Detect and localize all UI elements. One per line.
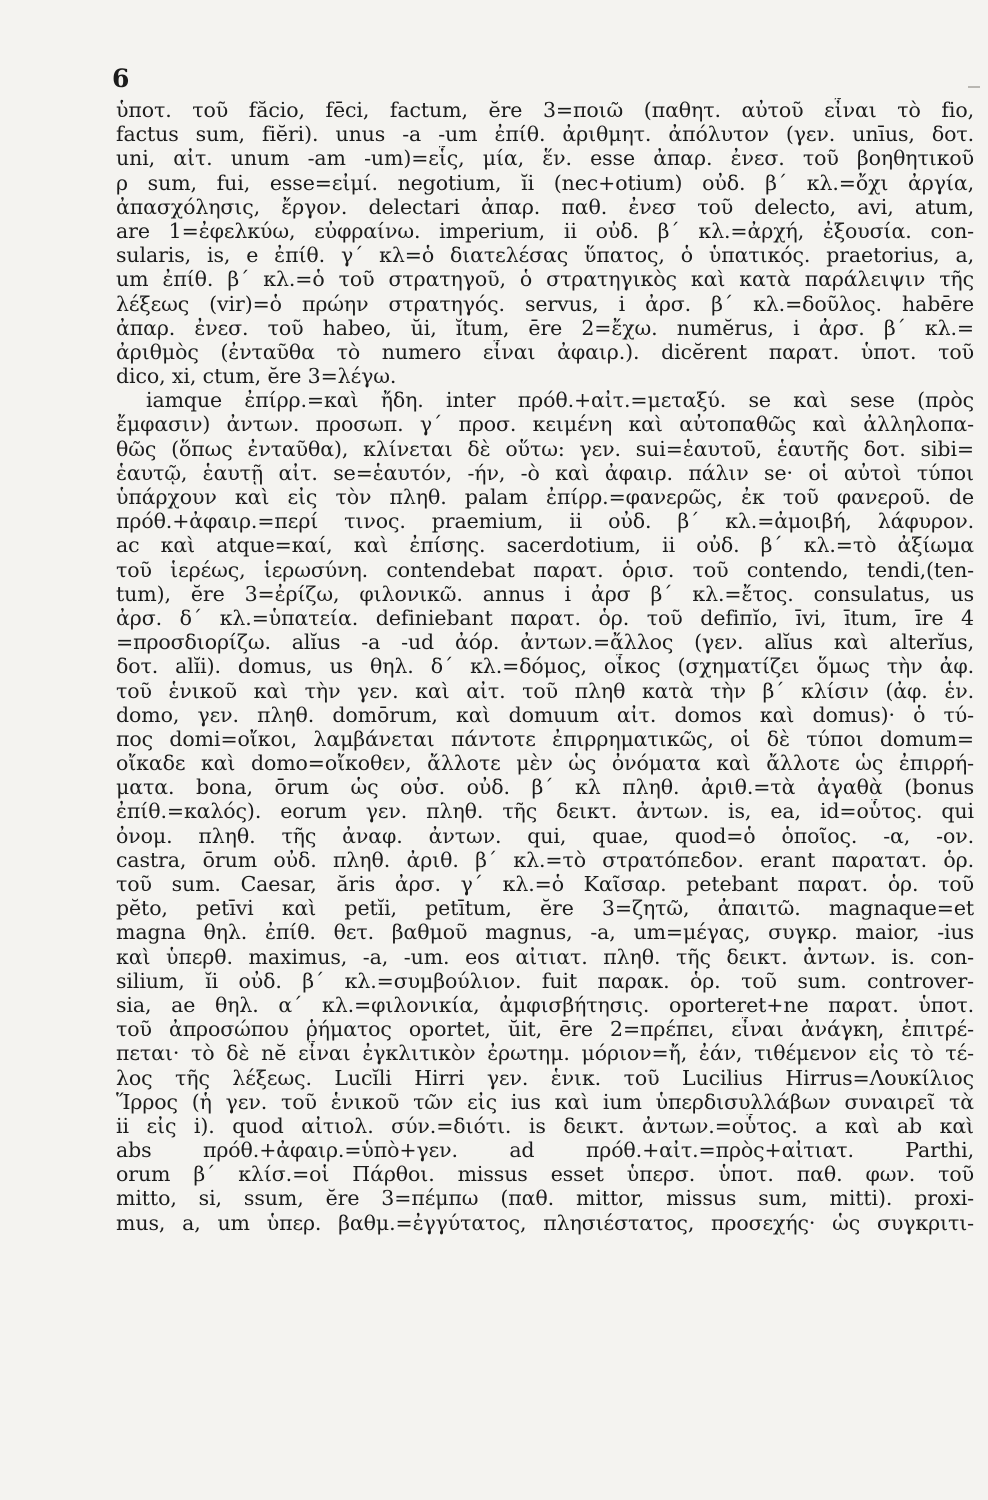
text-line: dico, xi, ctum, ĕre 3=λέγω. — [116, 364, 397, 389]
text-line: mus, a, um ὑπερ. βαθμ.=ἐγγύτατος, πλησιέστατος, προσεχής· ὡς συγκριτι- — [116, 1210, 974, 1235]
text-line: ρ sum, fui, esse=εἰμί. negotium, ĭi (nec+otium) οὐδ. β΄ κλ.=ὄχι ἀργία, — [116, 170, 974, 195]
text-line: Ἵρρος (ἡ γεν. τοῦ ἑνικοῦ τῶν εἰς ius καὶ ium ὑπερδισυλλάβων συναιρεῖ τὰ — [116, 1089, 974, 1114]
text-line: domo, γεν. πληθ. domōrum, καὶ domuum αἰτ. domos καὶ domus)· ὁ τύ- — [116, 702, 974, 727]
text-line: ἐπίθ.=καλός). eorum γεν. πληθ. τῆς δεικτ. ἀντων. is, ea, id=οὗτος. qui — [116, 799, 974, 824]
text-line: tum), ĕre 3=ἐρίζω, φιλονικῶ. annus i ἀρσ β΄ κλ.=ἔτος. consulatus, us — [116, 581, 974, 606]
text-line: οἴκαδε καὶ domo=οἴκοθεν, ἄλλοτε μὲν ὡς ὀνόματα καὶ ἄλλοτε ὡς ἐπιρρή- — [116, 751, 974, 776]
text-line: τοῦ sum. Caesar, ăris ἀρσ. γ΄ κλ.=ὁ Καῖσαρ. petebant παρατ. ὁρ. τοῦ — [116, 872, 974, 896]
text-line: um ἐπίθ. β΄ κλ.=ὁ τοῦ στρατηγοῦ, ὁ στρατηγικὸς καὶ κατὰ παράλειψιν τῆς — [116, 267, 974, 292]
text-line: πος domi=οἴκοι, λαμβάνεται πάντοτε ἐπιρρηματικῶς, οἱ δὲ τύποι domum= — [116, 726, 974, 751]
text-line: ἀρσ. δ΄ κλ.=ὑπατεία. definiebant παρατ. ὁρ. τοῦ defiпĭo, īvi, ītum, īre 4 — [116, 605, 974, 630]
text-line: ii εἰς i). quod αἰτιολ. σύν.=διότι. is δεικτ. ἀντων.=οὗτος. a καὶ ab καὶ — [116, 1113, 974, 1138]
text-line: ἑαυτῷ, ἑαυτῇ αἰτ. se=ἑαυτόν, -ήν, -ὸ καὶ ἀφαιρ. πάλιν se· οἱ αὐτοὶ τύποι — [116, 460, 974, 485]
text-line: ὀνομ. πληθ. τῆς ἀναφ. ἀντων. qui, quae, quod=ὁ ὁποῖος. -α, -ον. — [116, 823, 974, 848]
text-line: magna θηλ. ἐπίθ. θετ. βαθμοῦ magnus, -a, um=μέγας, συγκρ. maior, -ius — [116, 920, 974, 945]
text-line: καὶ ὑπερθ. maximus, -a, -um. eos αἰτιατ. πληθ. τῆς δεικτ. ἀντων. is. con- — [116, 944, 974, 969]
text-line: ac καὶ atque=καί, καὶ ἐπίσης. sacerdotium, ii οὐδ. β΄ κλ.=τὸ ἀξίωμα — [116, 533, 974, 558]
text-line: λος τῆς λέξεως. Lucĭli Hirri γεν. ἑνικ. τοῦ Lucilius Hirrus=Λουκίλιος — [116, 1065, 974, 1090]
text-line: ὑπάρχουν καὶ εἰς τὸν πληθ. palam ἐπίρρ.=φανερῶς, ἐκ τοῦ φανεροῦ. de — [116, 485, 974, 509]
text-line: τοῦ ἀπροσώπου ῥήματος oportet, ŭit, ēre 2=πρέπει, εἶναι ἀνάγκη, ἐπιτρέ- — [116, 1017, 974, 1042]
text-line: τοῦ ἑνικοῦ καὶ τὴν γεν. καὶ αἰτ. τοῦ πληθ κατὰ τὴν β΄ κλίσιν (ἀφ. ἑν. — [116, 678, 974, 703]
text-line: ὑποτ. τοῦ făcio, fēci, factum, ĕre 3=ποιῶ (παθητ. αὐτοῦ εἶναι τὸ fio, — [116, 98, 974, 122]
text-line: ἔμφασιν) ἀντων. προσωπ. γ΄ προσ. κειμένη καὶ αὐτοπαθῶς καὶ ἀλληλοπα- — [116, 412, 974, 437]
text-line: =προσδιορίζω. alĭus -a -ud ἀόρ. ἀντων.=ἄλλος (γεν. alĭus καὶ alterĭus, — [116, 630, 974, 655]
text-line: τοῦ ἱερέως, ἱερωσύνη. contendebat παρατ. ὁρισ. τοῦ contendo, tendi,(ten- — [116, 557, 974, 582]
text-line: ματα. bona, ōrum ὡς οὐσ. οὐδ. β΄ κλ πληθ. ἀριθ.=τὰ ἀγαθὰ (bonus — [116, 775, 974, 800]
text-line: πρόθ.+ἀφαιρ.=περί τινος. praemium, ii οὐδ. β΄ κλ.=ἀμοιβή, λάφυρον. — [116, 509, 974, 534]
page-number: 6 — [112, 64, 130, 93]
text-line: ἀπασχόλησις, ἔργον. delectari ἀπαρ. παθ. ἐνεσ τοῦ delecto, avi, atum, — [116, 194, 974, 219]
text-line: ἀπαρ. ἐνεσ. τοῦ habeo, ŭi, ĭtum, ēre 2=ἔχω. numĕrus, i ἀρσ. β΄ κλ.= — [116, 315, 974, 340]
text-line: castra, ōrum οὐδ. πληθ. ἀριθ. β΄ κλ.=τὸ στρατόπεδον. erant παρατατ. ὁρ. — [116, 847, 974, 872]
scan-edge-mark — [968, 86, 980, 88]
text-line: ἀριθμὸς (ἐνταῦθα τὸ numero εἶναι ἀφαιρ.). dicĕrent παρατ. ὑποτ. τοῦ — [116, 339, 974, 364]
text-line: orum β΄ κλίσ.=οἱ Πάρθοι. missus esset ὑπερσ. ὑποτ. παθ. φων. τοῦ — [116, 1162, 974, 1187]
text-line: sularis, is, e ἐπίθ. γ΄ κλ=ὁ διατελέσας ὕπατος, ὁ ὑπατικός. praetorius, a, — [116, 243, 974, 268]
text-line: iamque ἐπίρρ.=καὶ ἤδη. inter πρόθ.+αἰτ.=μεταξύ. se καὶ sese (πρὸς — [146, 388, 974, 413]
text-line: θῶς (ὅπως ἐνταῦθα), κλίνεται δὲ οὕτω: γεν. sui=ἑαυτοῦ, ἑαυτῆς δοτ. sibi= — [116, 436, 974, 461]
text-line: uni, αἰτ. unum -am -um)=εἷς, μία, ἕν. esse ἀπαρ. ἐνεσ. τοῦ βοηθητικοῦ — [116, 146, 974, 171]
text-line: mitto, si, ssum, ĕre 3=πέμπω (παθ. mittor, missus sum, mitti). proxi- — [116, 1186, 974, 1211]
text-line: factus sum, fiĕri). unus -a -um ἐπίθ. ἀριθμητ. ἀπόλυτον (γεν. unīus, δοτ. — [116, 122, 974, 147]
text-line: δοτ. alĭi). domus, us θηλ. δ΄ κλ.=δόμος, οἶκος (σχηματίζει ὅμως τὴν ἀφ. — [116, 654, 974, 679]
text-line: silium, ĭi οὐδ. β΄ κλ.=συμβούλιον. fuit παρακ. ὁρ. τοῦ sum. controver- — [116, 968, 974, 993]
glossary-text — [116, 98, 974, 1235]
text-line: πεται· τὸ δὲ nĕ εἶναι ἐγκλιτικὸν ἐρωτημ. μόριον=ἤ, ἐάν, τιθέμενον εἰς τὸ τέ- — [116, 1041, 974, 1066]
text-line: pĕto, petīvi καὶ petĭi, petītum, ĕre 3=ζητῶ, ἀπαιτῶ. magnaque=et — [116, 896, 974, 921]
text-line: sia, ae θηλ. α΄ κλ.=φιλονικία, ἀμφισβήτησις. oporteret+ne παρατ. ὑποτ. — [116, 992, 974, 1017]
text-line: λέξεως (vir)=ὁ πρώην στρατηγός. servus, i ἀρσ. β΄ κλ.=δοῦλος. habēre — [116, 291, 974, 316]
text-line: are 1=ἐφελκύω, εὐφραίνω. imperium, ii οὐδ. β΄ κλ.=ἀρχή, ἐξουσία. con- — [116, 218, 974, 243]
text-line: abs πρόθ.+ἀφαιρ.=ὑπὸ+γεν. ad πρόθ.+αἰτ.=πρὸς+αἰτιατ. Parthi, — [116, 1138, 974, 1163]
